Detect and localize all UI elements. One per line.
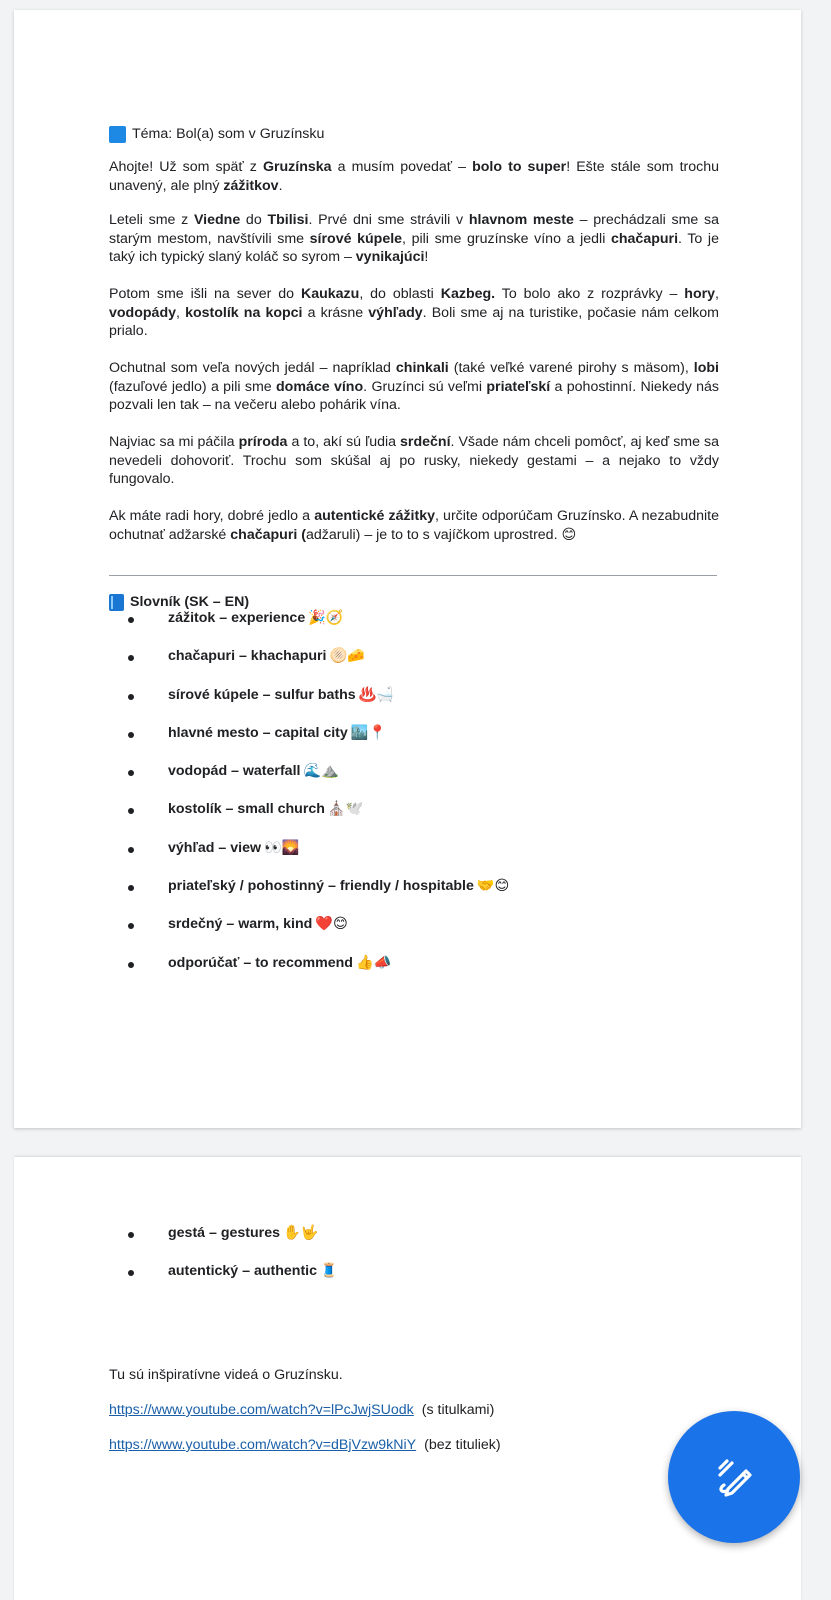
vocab-item (128, 687, 509, 725)
emoji-icon: ✋🤟 (282, 1225, 319, 1241)
bold-term: Gruzínska (262, 159, 332, 175)
pen-edit-icon (710, 1453, 758, 1501)
bullet-icon (128, 1232, 134, 1238)
paragraph: Ochutnal som veľa nových jedál – napríklad chinkali (také veľké varené pirohy s mäsom), lobi (fazuľové jedlo) a pili sme domáce víno. Gruzínci sú veľmi priateľskí a pohostinní. Niekedy nás pozvali len tak – na večeru alebo pohárik vína. (109, 360, 720, 413)
topic-heading (109, 125, 719, 144)
video-note-2: (bez tituliek) (424, 1437, 501, 1453)
emoji-icon: 👍📣 (355, 954, 392, 971)
bold-term: Viedne (193, 212, 241, 228)
bold-term: autentické zážitky (314, 508, 435, 524)
bullet-icon (128, 808, 134, 814)
video-link-1[interactable]: https://www.youtube.com/watch?v=lPcJwjSUodk (109, 1402, 414, 1418)
emoji-icon: ❤️😊 (315, 916, 348, 933)
paragraph: Najviac sa mi páčila príroda a to, akí sú ľudia srdeční. Všade nám chceli pomôcť, aj keď sme sa nevedeli dohovoriť. Trochu som skúšal aj po rusky, niekedy gestami – a nejako to vždy fungovalo. (109, 434, 719, 487)
bold-term: chačapuri ( (230, 526, 306, 543)
vocab-list-continued (128, 1225, 338, 1302)
emoji-icon: 🏙️📍 (350, 724, 387, 741)
vocab-text: hlavné mesto – capital city 🏙️📍 (168, 724, 387, 741)
video-link-row (109, 1437, 501, 1472)
bold-term: Kazbeg. (440, 286, 496, 302)
bold-term: kostolík na kopci (185, 304, 303, 321)
vocab-item (128, 801, 509, 839)
vocab-text: srdečný – warm, kind ❤️😊 (168, 916, 348, 933)
vocab-text: gestá – gestures ✋🤟 (168, 1225, 319, 1241)
vocab-text: autentický – authentic 🧵 (168, 1263, 338, 1280)
bold-term: Tbilisi (267, 212, 309, 228)
bullet-icon (128, 732, 134, 738)
video-link-2[interactable]: https://www.youtube.com/watch?v=dBjVzw9kNiY (109, 1437, 417, 1453)
vocab-text: zážitok – experience 🎉🧭 (168, 610, 344, 626)
vocab-item (128, 763, 509, 801)
vocab-item (128, 916, 509, 954)
bold-term: Kaukazu (300, 286, 360, 302)
bullet-icon (128, 1270, 134, 1276)
vocab-text: priateľský / pohostinný – friendly / hospitable 🤝😊 (168, 878, 510, 895)
bold-term: chačapuri (610, 230, 679, 247)
bullet-icon (128, 770, 134, 776)
document-page-2 (14, 1157, 801, 1600)
horizontal-rule (109, 575, 717, 576)
emoji-icon: ♨️🛁 (358, 686, 394, 703)
bullet-icon (128, 847, 134, 853)
bullet-icon (128, 923, 134, 929)
vocab-text: vodopád – waterfall 🌊⛰️ (168, 763, 339, 780)
bold-term: vodopády (109, 304, 177, 321)
bold-term: hlavnom meste (468, 212, 574, 228)
vocab-item (128, 725, 509, 763)
bullet-icon (128, 962, 134, 968)
bold-term: zážitkov (223, 177, 279, 194)
bold-term: hory (684, 286, 716, 302)
bold-term: domáce víno (276, 378, 364, 395)
book-icon (109, 594, 124, 611)
vocab-item (128, 878, 509, 916)
paragraph: Ak máte radi hory, dobré jedlo a autentické zážitky, určite odporúčam Gruzínsko. A nezabudnite ochutnať adžarské chačapuri (adžaruli) – je to to s vajíčkom uprostred. 😊 (109, 508, 719, 543)
video-link-row (109, 1402, 501, 1437)
bullet-icon (128, 694, 134, 700)
vocab-item (128, 610, 509, 648)
vocab-heading (109, 593, 719, 612)
vocab-list (128, 610, 509, 993)
paragraph: Leteli sme z Viedne do Tbilisi. Prvé dni sme strávili v hlavnom meste – prechádzali sme sa starým mestom, navštívili sme sírové kúpele, pili sme gruzínske víno a jedli chačapuri. To je taký ich typický slaný koláč so syrom – vynikajúci! (109, 212, 720, 265)
emoji-icon: 🫓🧀 (329, 648, 365, 665)
video-intro: Tu sú inšpiratívne videá o Gruzínsku. (109, 1367, 343, 1383)
document-page-1 (14, 10, 801, 1128)
vocab-text: kostolík – small church ⛪🕊️ (168, 801, 364, 818)
vocab-text: odporúčať – to recommend 👍📣 (168, 954, 392, 971)
vocab-item (128, 1225, 338, 1263)
bold-term: priateľskí (486, 378, 551, 395)
edit-fab-button[interactable] (668, 1411, 800, 1543)
paragraph: Potom sme išli na sever do Kaukazu, do oblasti Kazbeg. To bolo ako z rozprávky – hory, vodopády, kostolík na kopci a krásne výhľady. Boli sme aj na turistike, počasie nám celkom prialo. (109, 286, 719, 339)
topic-label: Téma: Bol(a) som v Gruzínsku (132, 126, 325, 142)
bold-term: vynikajúci (355, 249, 425, 265)
emoji-icon: ⛪🕊️ (327, 801, 364, 818)
video-section (109, 1367, 501, 1472)
emoji-icon: 🤝😊 (476, 878, 510, 895)
bold-term: chinkali (395, 360, 449, 376)
emoji-icon: 👀🌄 (264, 839, 300, 856)
emoji-icon: 🧵 (320, 1263, 338, 1280)
vocab-title: Slovník (SK – EN) (130, 594, 250, 610)
blue-square-icon (109, 126, 126, 143)
bold-term: lobi (693, 360, 719, 376)
emoji-icon: 🎉🧭 (308, 610, 344, 626)
bullet-icon (128, 885, 134, 891)
bullet-icon (128, 617, 134, 623)
bold-term: srdeční (400, 434, 451, 450)
bold-term: bolo to super (472, 159, 567, 175)
bold-term: sírové kúpele (309, 230, 403, 247)
bullet-icon (128, 655, 134, 661)
vocab-item (128, 1263, 338, 1301)
bold-term: výhľady (368, 304, 423, 321)
paragraph: Ahojte! Už som späť z Gruzínska a musím povedať – bolo to super! Ešte stále som trochu unavený, ale plný zážitkov. (109, 159, 719, 194)
vocab-text: chačapuri – khachapuri 🫓🧀 (168, 648, 365, 665)
vocab-text: výhľad – view 👀🌄 (168, 839, 300, 856)
video-note-1: (s titulkami) (421, 1402, 495, 1418)
emoji-icon: 🌊⛰️ (303, 763, 339, 780)
vocab-item (128, 648, 509, 686)
vocab-item (128, 840, 509, 878)
bold-term: príroda (238, 434, 288, 450)
vocab-item (128, 955, 509, 993)
vocab-text: sírové kúpele – sulfur baths ♨️🛁 (168, 686, 394, 703)
